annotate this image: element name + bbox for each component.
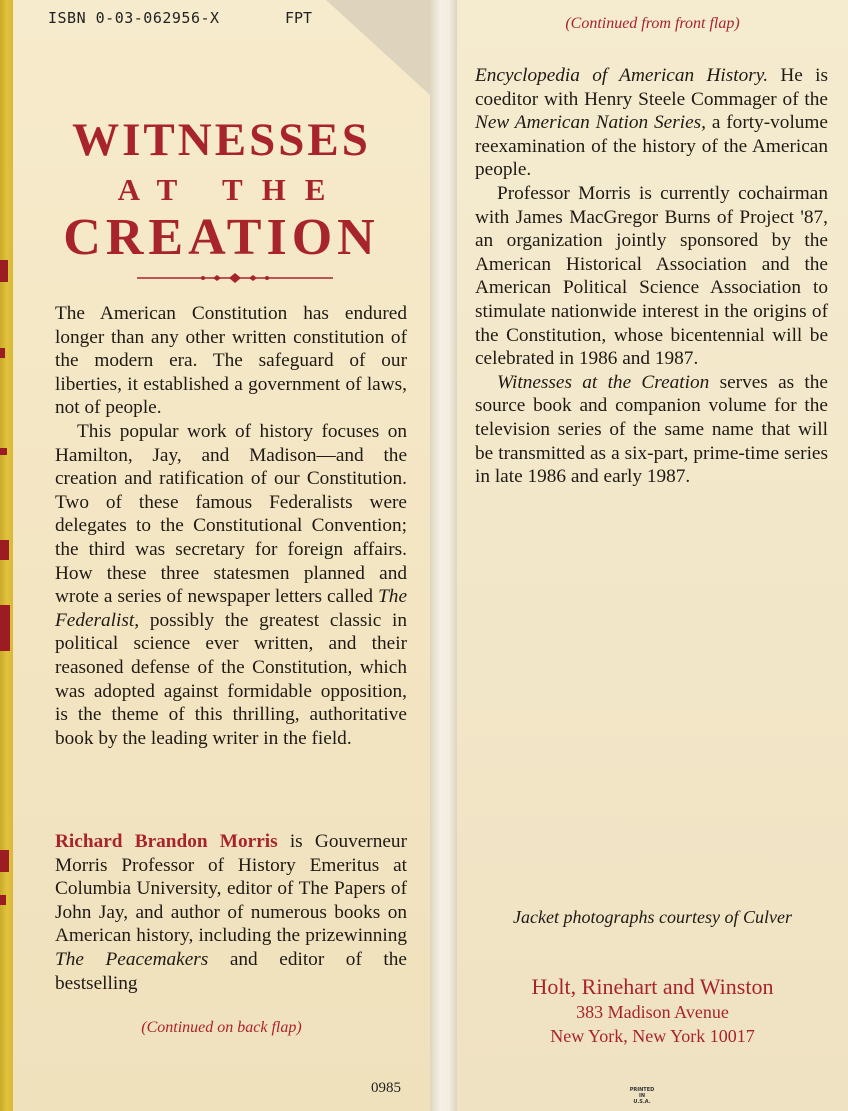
author-bio-text: and editor of the bestselling <box>55 948 407 994</box>
book-title-italic: Encyclopedia of American History. <box>475 65 769 86</box>
cover-edge-mark <box>0 850 9 872</box>
book-title-italic: New American Nation Series, <box>475 112 706 134</box>
author-bio-text: is Gouverneur Morris Professor of History Emeritus at Columbia University, editor of The Papers of John Jay, and author of numerous books on American history, including the prizewinning <box>55 831 407 947</box>
title-line-1: WITNESSES <box>72 114 371 166</box>
printed-in-usa-stamp <box>622 1087 662 1105</box>
tv-series-text: serves as the source book and companion volume for the television series of the same name that will be transmitted as a six-part, prime-time series in late 1986 and early 1987. <box>475 371 828 488</box>
author-bio-continued <box>475 64 828 489</box>
author-name: Richard Brandon Morris <box>55 831 278 852</box>
publisher-address-line-2: New York, New York 10017 <box>550 1026 755 1046</box>
cover-edge-mark <box>0 605 10 651</box>
photo-credit: Jacket photographs courtesy of Culver <box>513 907 792 927</box>
description-paragraph-2 <box>55 420 407 750</box>
author-bio <box>55 830 407 995</box>
project-paragraph: Professor Morris is currently cochairman with James MacGregor Burns of Project '87, an organization jointly sponsored by the American Historical Association and the American Political Science Association to stimulate nationwide interest in the origins of the Constitution, whose bicentennial will be celebrated in 1986 and 1987. <box>475 182 828 370</box>
book-cover-edge <box>0 0 13 1111</box>
flap-gutter <box>430 0 457 1111</box>
cover-edge-mark <box>0 348 5 358</box>
cover-edge-mark <box>0 895 6 905</box>
continued-note: (Continued from front flap) <box>565 15 740 32</box>
book-title-italic: The Peacemakers <box>55 948 209 970</box>
tv-series-paragraph <box>475 371 828 489</box>
front-flap <box>13 0 430 1111</box>
printed-text: U.S.A. <box>633 1099 651 1105</box>
bio-text: He is coeditor with Henry Steele Commager of the <box>475 65 828 110</box>
book-title-italic: The Federalist, <box>55 586 407 631</box>
title-ornament <box>135 272 335 284</box>
cover-edge-mark <box>0 540 9 560</box>
back-flap <box>457 0 848 1111</box>
cover-edge-mark <box>0 448 7 455</box>
description <box>55 302 407 750</box>
author-bio-paragraph <box>55 830 407 995</box>
bio-continued-paragraph <box>475 64 828 182</box>
title-line-2: AT THE <box>117 172 345 207</box>
fpt-label: FPT <box>285 9 313 27</box>
printed-text: IN <box>638 1093 646 1099</box>
clipped-corner <box>326 0 430 95</box>
cover-edge-mark <box>0 260 8 282</box>
description-paragraph-1: The American Constitution has endured longer than any other written constitution of the modern era. The safeguard of our liberties, it established a government of laws, not of people. <box>55 303 407 419</box>
printed-text: PRINTED <box>629 1087 655 1093</box>
book-title-italic: Witnesses at the Creation <box>497 371 710 393</box>
bio-text: a forty-volume reexamination of the history of the American people. <box>475 112 828 181</box>
publisher-address-line-1: 383 Madison Avenue <box>576 1002 729 1022</box>
description-text: This popular work of history focuses on Hamilton, Jay, and Madison—and the creation and ratification of our Constitution. Two of these famous Federalists were delegates to the Constitutional Convention; the third was secretary for foreign affairs. How these three statesmen planned and wrote a series of newspaper letters called <box>55 420 407 608</box>
price-code: 0985 <box>371 1080 401 1096</box>
description-text: possibly the greatest classic in political science ever written, and their reasoned defense of the Constitution, which was adopted against formidable opposition, is the theme of this thrilling, authoritative book by the leading writer in the field. <box>55 609 407 749</box>
isbn-label: ISBN 0-03-062956-X <box>48 9 220 27</box>
continued-note: (Continued on back flap) <box>141 1019 302 1036</box>
title-line-3: CREATION <box>63 209 380 266</box>
publisher-name: Holt, Rinehart and Winston <box>531 974 774 999</box>
